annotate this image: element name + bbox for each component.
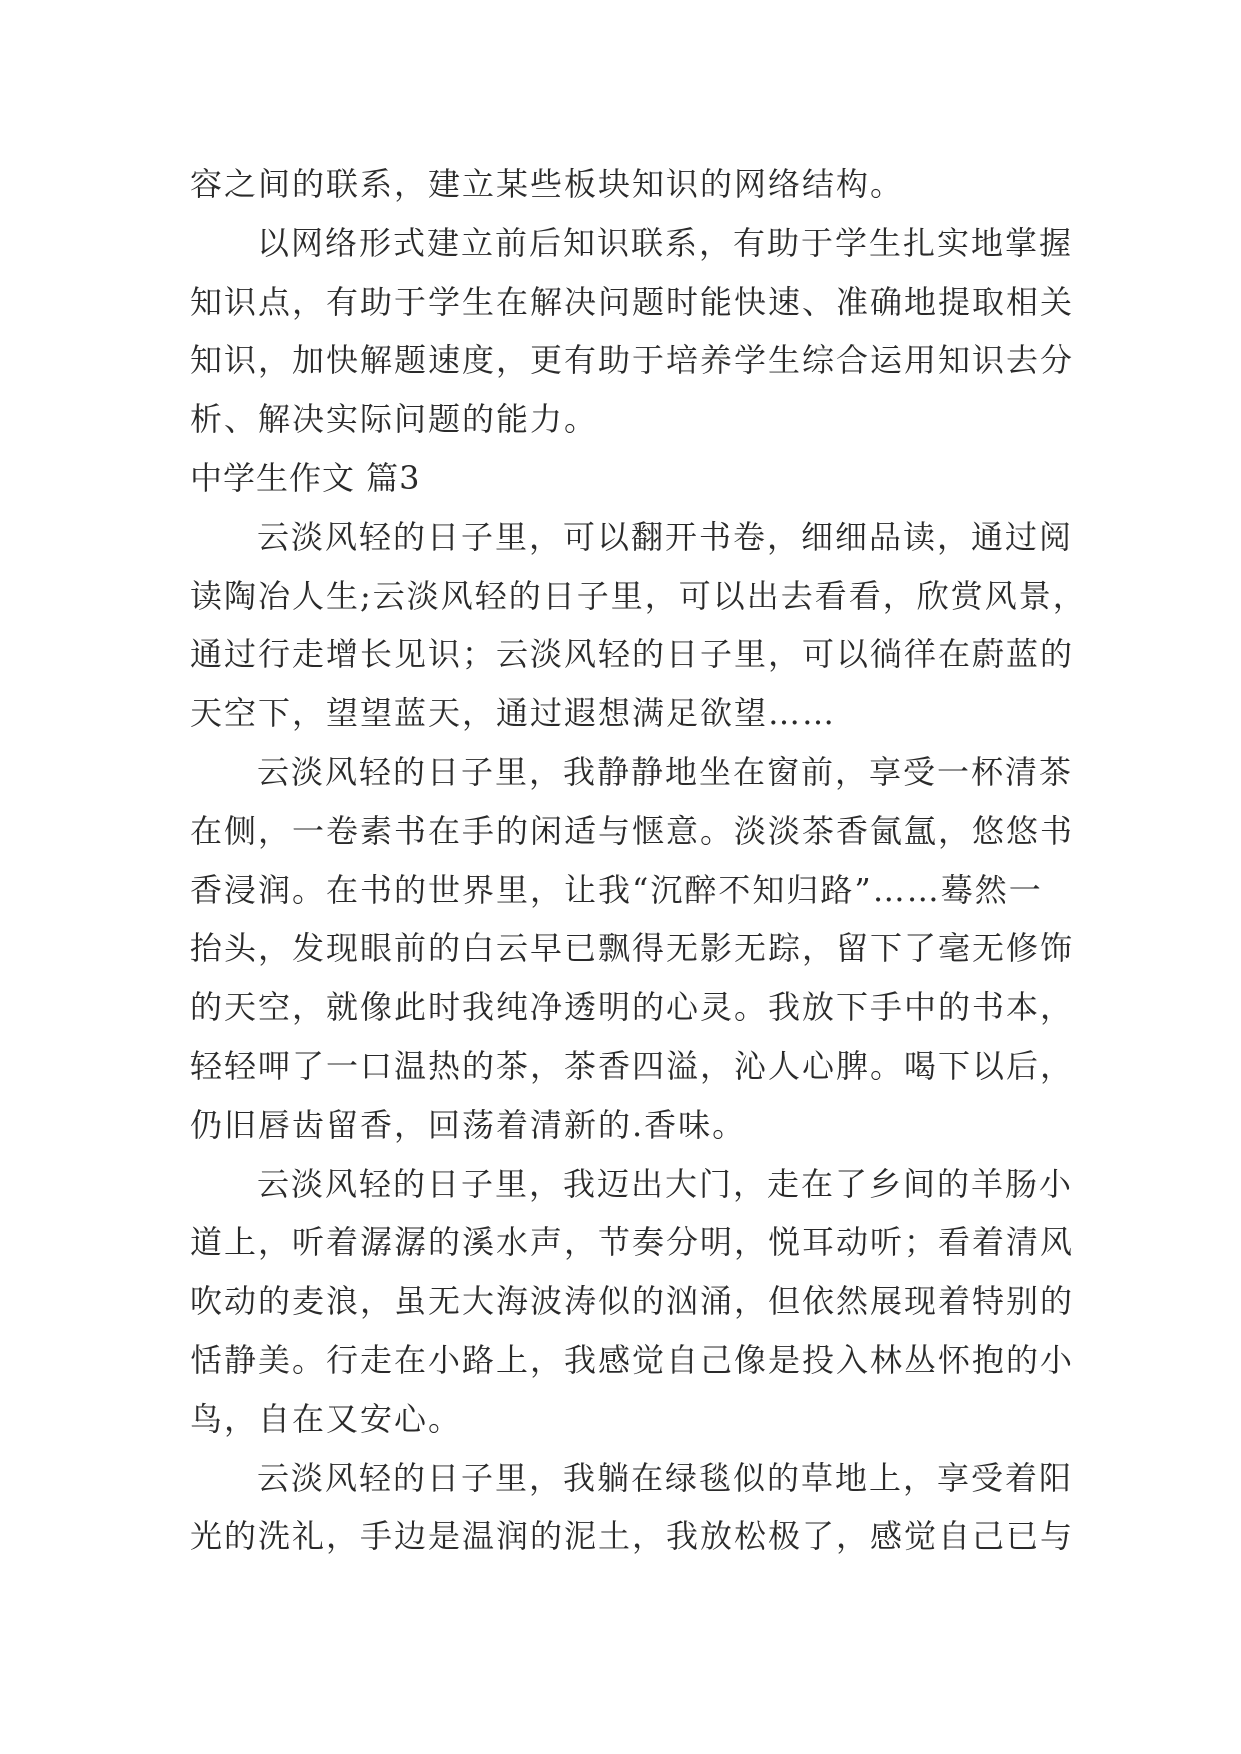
text-line: 析、解决实际问题的能力。: [190, 400, 599, 439]
text-line: 天空下，望望蓝天，通过遐想满足欲望……: [190, 694, 837, 733]
text-line: 光的洗礼，手边是温润的泥土，我放松极了，感觉自己已与: [190, 1517, 1075, 1556]
text-line: 香浸润。在书的世界里，让我“沉醉不知归路”……蓦然一: [190, 870, 1043, 909]
text-line: 通过行走增长见识；云淡风轻的日子里，可以徜徉在蔚蓝的: [190, 635, 1075, 674]
text-line: 云淡风轻的日子里，我迈出大门，走在了乡间的羊肠小: [257, 1164, 1074, 1203]
text-line: 的天空，就像此时我纯净透明的心灵。我放下手中的书本，: [190, 988, 1075, 1027]
text-line: 云淡风轻的日子里，我躺在绿毯似的草地上，享受着阳: [257, 1458, 1074, 1497]
text-line: 以网络形式建立前后知识联系，有助于学生扎实地掌握: [257, 223, 1074, 262]
text-line: 鸟，自在又安心。: [190, 1399, 463, 1438]
section-heading: 中学生作文 篇3: [190, 458, 421, 497]
text-line: 仍旧唇齿留香，回荡着清新的.香味。: [190, 1105, 747, 1144]
text-line: 知识点，有助于学生在解决问题时能快速、准确地提取相关: [190, 282, 1075, 321]
text-line: 读陶冶人生;云淡风轻的日子里，可以出去看看，欣赏风景，: [190, 576, 1087, 615]
text-line: 在侧，一卷素书在手的闲适与惬意。淡淡茶香氤氲，悠悠书: [190, 811, 1075, 850]
text-line: 道上，听着潺潺的溪水声，节奏分明，悦耳动听；看着清风: [190, 1223, 1075, 1262]
text-line: 容之间的联系，建立某些板块知识的网络结构。: [190, 165, 905, 203]
text-line: 云淡风轻的日子里，我静静地坐在窗前，享受一杯清茶: [257, 752, 1074, 791]
document-body: [190, 155, 1087, 1566]
text-line: 知识，加快解题速度，更有助于培养学生综合运用知识去分: [190, 341, 1075, 380]
text-line: 轻轻呷了一口温热的茶，茶香四溢，沁人心脾。喝下以后，: [190, 1046, 1075, 1085]
text-line: 云淡风轻的日子里，可以翻开书卷，细细品读，通过阅: [257, 517, 1074, 556]
text-line: 恬静美。行走在小路上，我感觉自己像是投入林丛怀抱的小: [190, 1340, 1075, 1379]
text-line: 抬头，发现眼前的白云早已飘得无影无踪，留下了毫无修饰: [190, 929, 1075, 968]
text-line: 吹动的麦浪，虽无大海波涛似的汹涌，但依然展现着特别的: [190, 1282, 1075, 1321]
